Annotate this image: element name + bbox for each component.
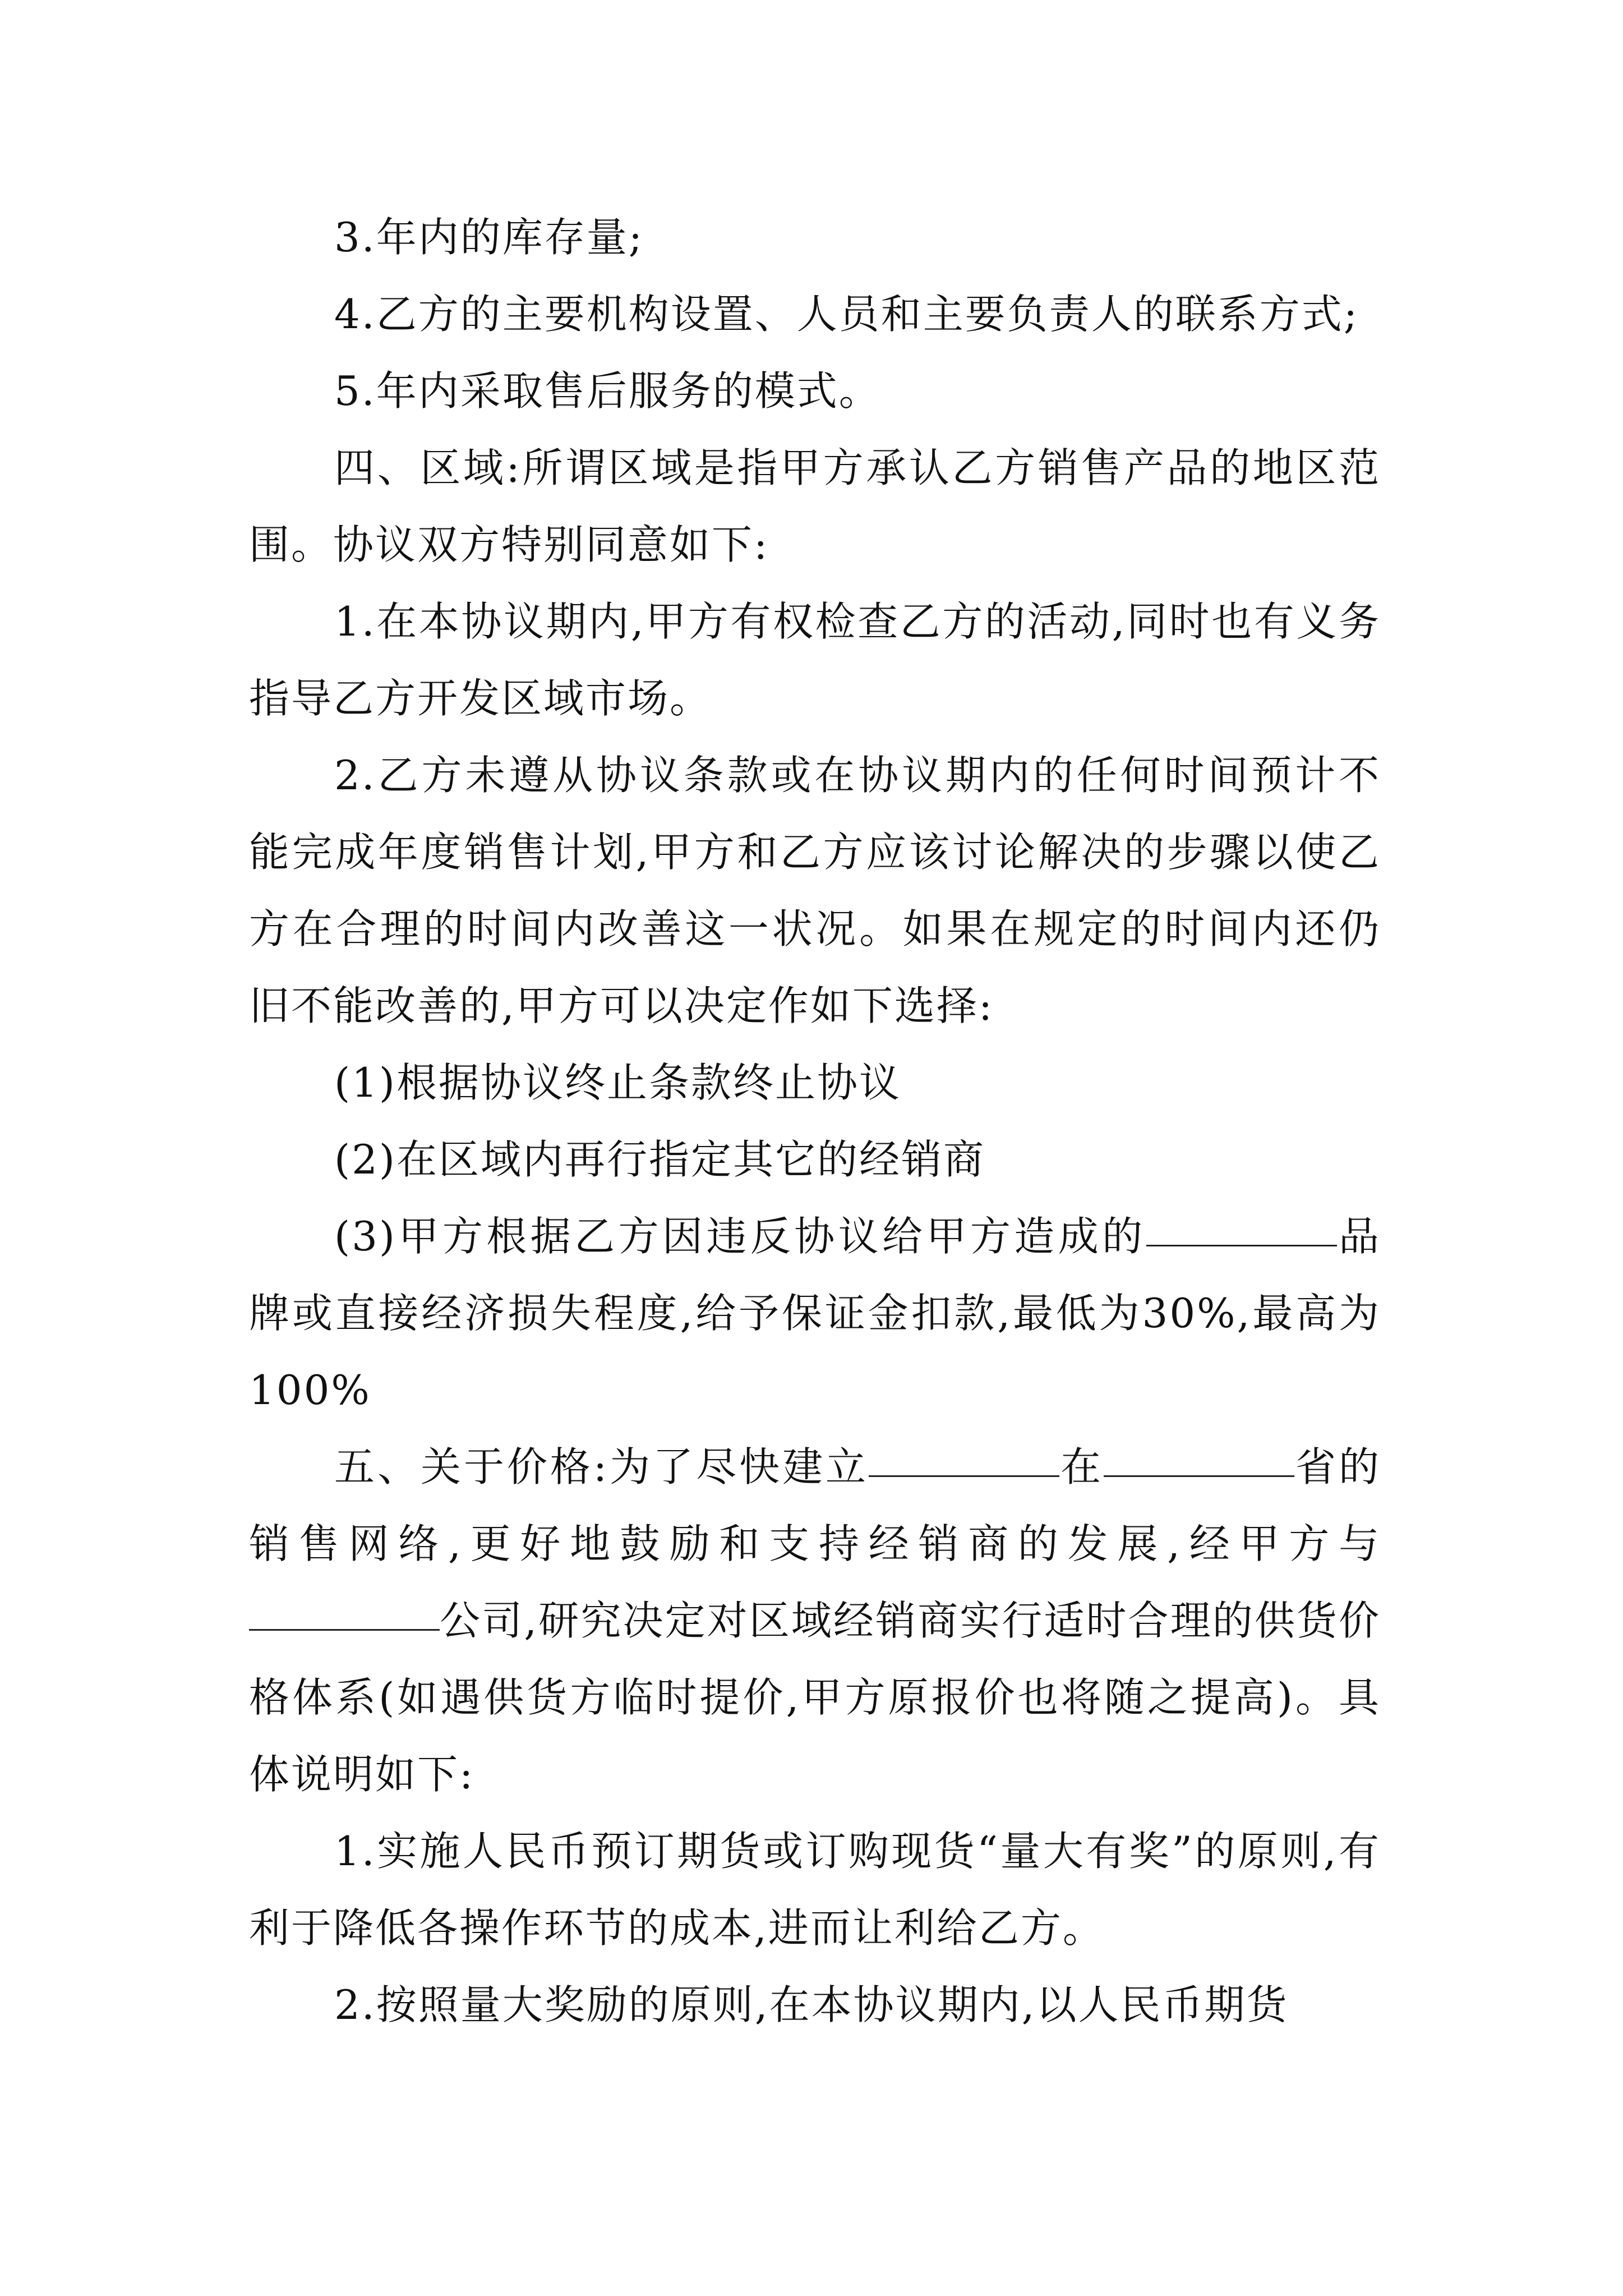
document-body — [249, 199, 1381, 2044]
option-3-text-a: (3)甲方根据乙方因违反协议给甲方造成的 — [334, 1213, 1146, 1260]
paragraph-option-1: (1)根据协议终止条款终止协议 — [334, 1059, 901, 1106]
paragraph-section-region: 四、区域:所谓区域是指甲方承认乙方销售产品的地区范围。协议双方特别同意如下: — [249, 444, 1381, 568]
fill-in-blank[interactable] — [249, 1628, 440, 1631]
paragraph-section-price — [249, 1429, 1381, 1813]
option-3-text-b: 品牌或直接经济损失程度,给予保证金扣款,最低为30%,最高为100% — [249, 1213, 1381, 1414]
paragraph-after-sales: 5.年内采取售后服务的模式。 — [334, 367, 881, 415]
paragraph-price-item-2: 2.按照量大奖励的原则,在本协议期内,以人民币期货 — [334, 1981, 1289, 2028]
price-text-c: 省的销售网络,更好地鼓励和支持经销商的发展,经甲方与 — [249, 1443, 1381, 1567]
fill-in-blank[interactable] — [1104, 1475, 1294, 1477]
paragraph-region-item-1: 1.在本协议期内,甲方有权检查乙方的活动,同时也有义务指导乙方开发区域市场。 — [249, 598, 1381, 722]
fill-in-blank[interactable] — [1146, 1244, 1337, 1246]
price-text-d: 公司,研究决定对区域经销商实行适时合理的供货价格体系(如遇供货方临时提价,甲方原报价也将随之提高)。具体说明如下: — [249, 1597, 1381, 1798]
paragraph-option-3 — [249, 1198, 1381, 1429]
price-text-a: 五、关于价格:为了尽快建立 — [334, 1443, 869, 1490]
price-text-b: 在 — [1059, 1443, 1104, 1490]
paragraph-organization: 4.乙方的主要机构设置、人员和主要负责人的联系方式; — [334, 291, 1359, 338]
paragraph-region-item-2: 2.乙方未遵从协议条款或在协议期内的任何时间预计不能完成年度销售计划,甲方和乙方应该讨论解决的步骤以使乙方在合理的时间内改善这一状况。如果在规定的时间内还仍旧不能改善的,甲方可以决定作如下选择: — [249, 752, 1381, 1029]
fill-in-blank[interactable] — [869, 1475, 1059, 1477]
paragraph-option-2: (2)在区域内再行指定其它的经销商 — [334, 1136, 985, 1183]
paragraph-price-item-1: 1.实施人民币预订期货或订购现货“量大有奖”的原则,有利于降低各操作环节的成本,进而让利给乙方。 — [249, 1828, 1381, 1952]
paragraph-inventory: 3.年内的库存量; — [334, 214, 644, 261]
